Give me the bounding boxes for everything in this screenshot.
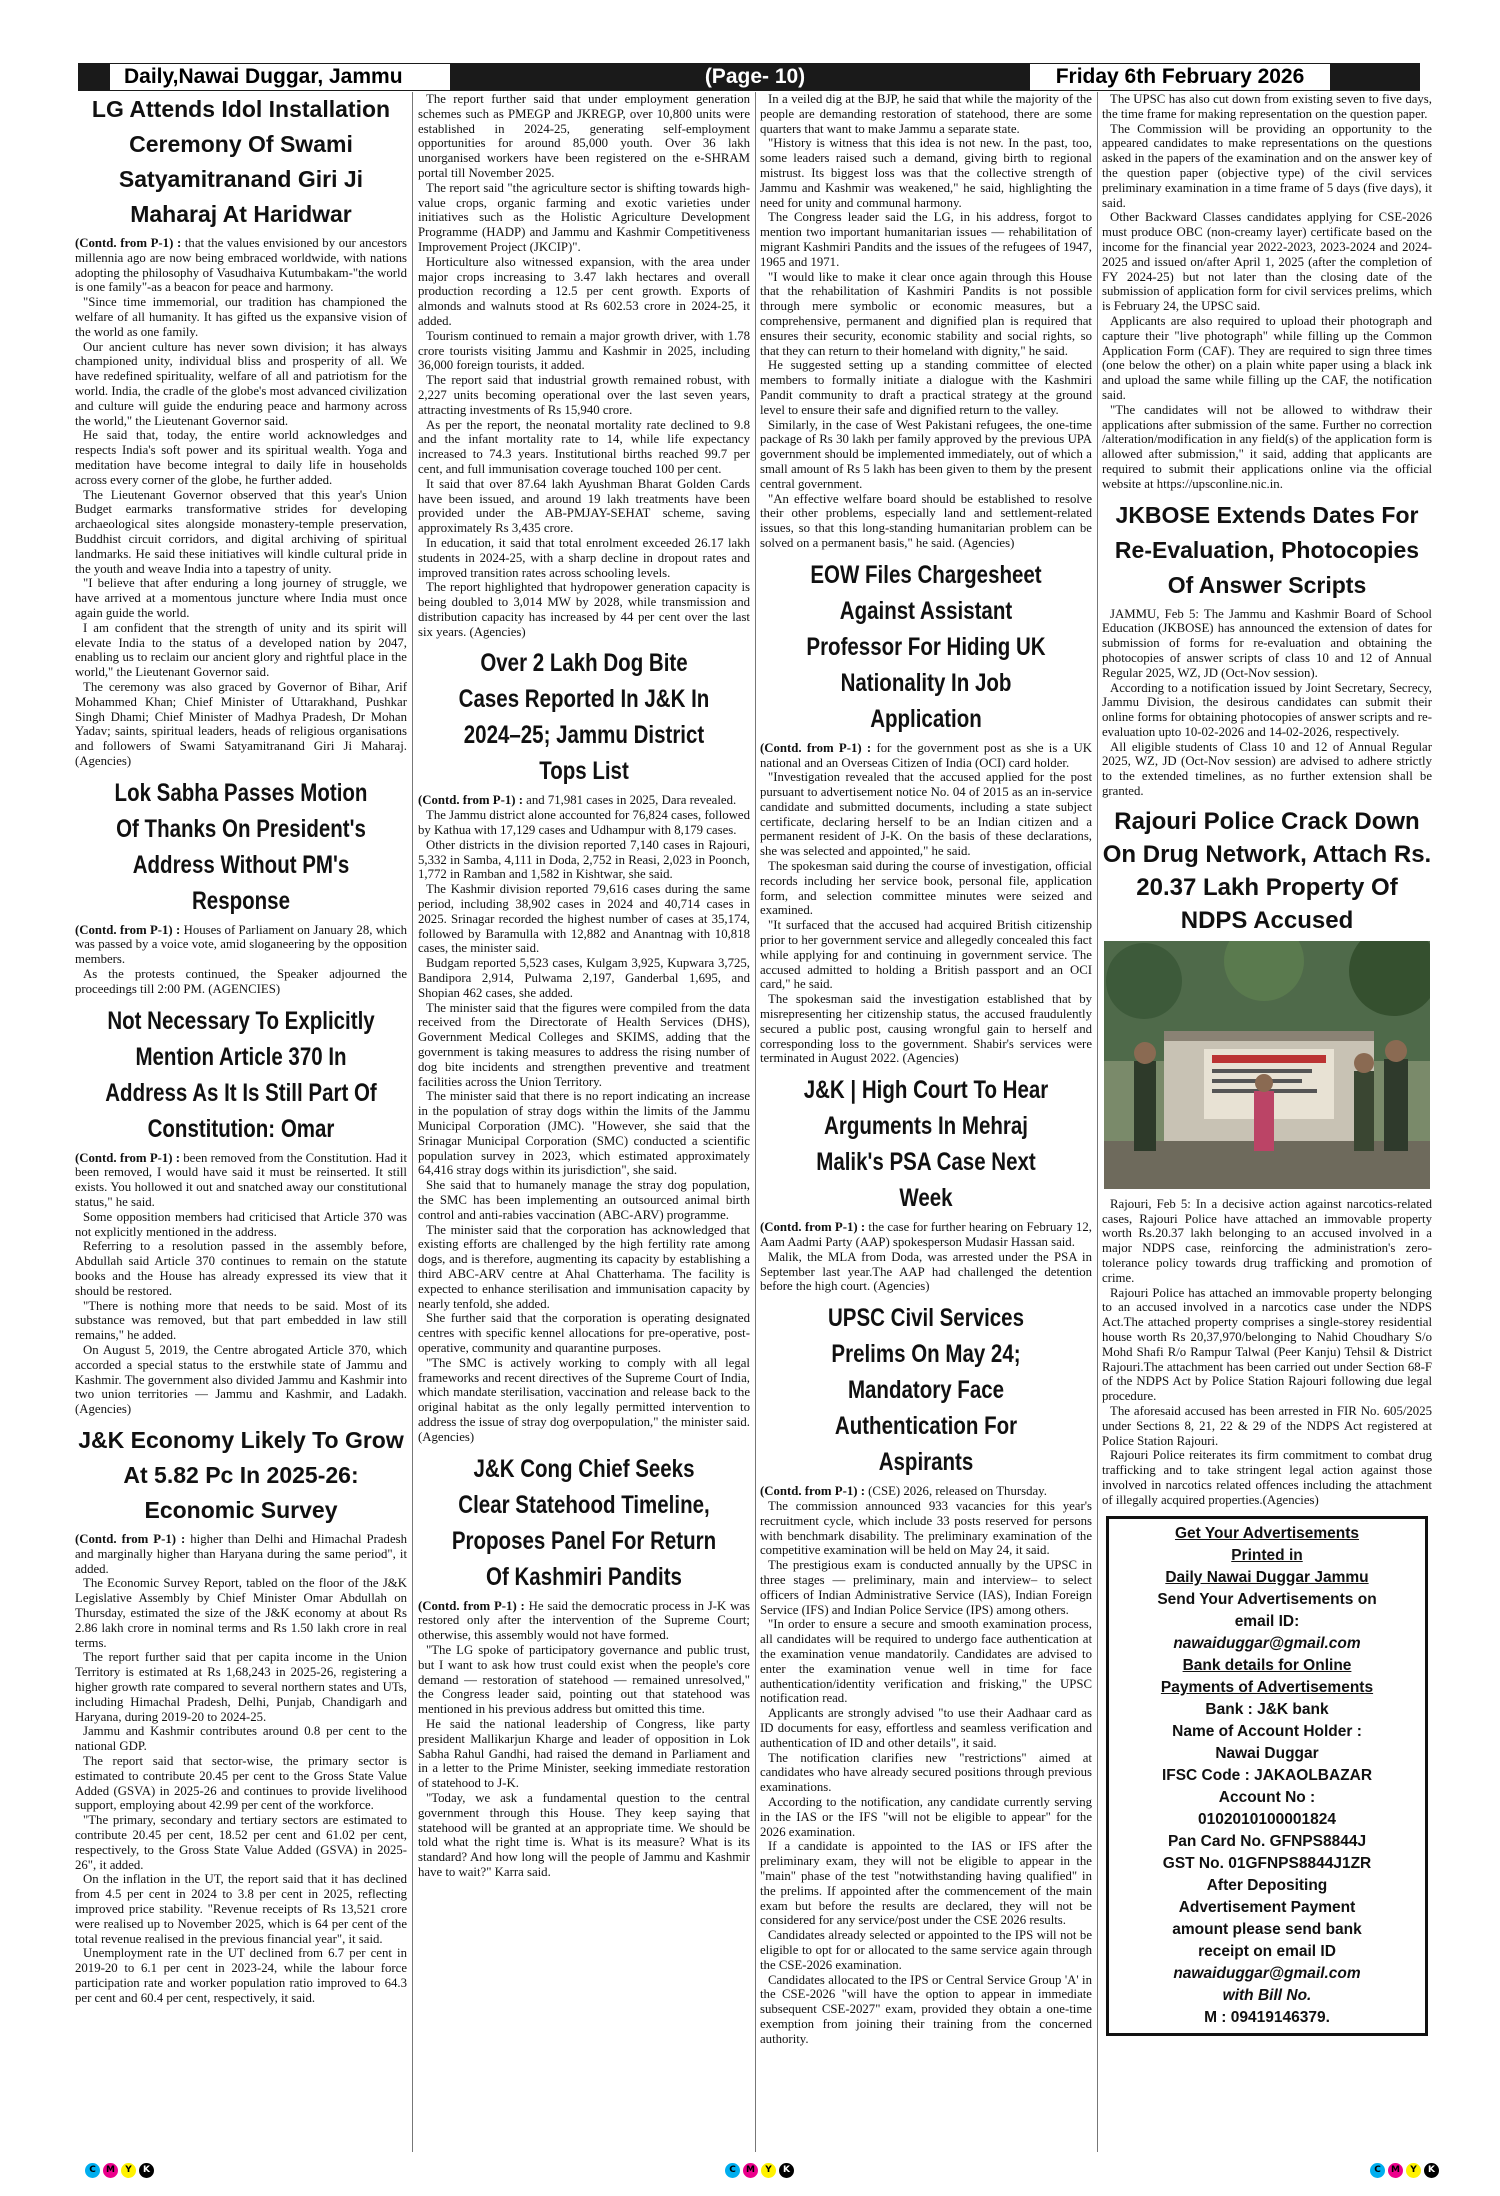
regmark-magenta: M xyxy=(743,2163,758,2178)
paragraph: As per the report, the neonatal mortality rate declined to 9.8 and the infant mortality rate to 14, while life expectancy increased to 74.3 years. Institutional births reached 99.7 per cent, and full immunisation coverage touched 100 per cent. xyxy=(418,417,750,476)
regmark-black: K xyxy=(139,2163,154,2178)
paragraph: The Congress leader said the LG, in his address, forgot to mention two important humanitarian issues — rehabilitation of migrant Kashmiri Pandits and the issues of the refugees of 1947, 1965 and 1971. xyxy=(760,210,1092,269)
header-page-number: (Page- 10) xyxy=(704,65,806,88)
ad-line: Send Your Advertisements on xyxy=(1157,1590,1377,1608)
paragraph: "In order to ensure a secure and smooth examination process, all candidates will be required to undergo face authentication at the examination venue mandatorily. Candidates are advised to enter the examination venue well in time for face authentication/identity verification and frisking," the UPSC notification read. xyxy=(760,1617,1092,1706)
paragraph xyxy=(418,1599,750,1643)
paragraph: Applicants are also required to upload their photograph and capture their "live photograph" while filling up the Common Application Form (CAF). They are required to sign three times (one below the other) on a plain white paper using a black ink and upload the same while filling up the CAF, the notification said. xyxy=(1102,313,1432,402)
paragraph: The minister said that there is no report indicating an increase in the population of stray dogs within the limits of the Jammu Municipal Corporation (JMC). "However, she said that the Srinagar Municipal Corporation (SMC) conducted a scientific population survey in 2023, which estimated approximately 64,416 stray dogs within its jurisdiction", she said. xyxy=(418,1089,750,1178)
paragraph: "History is witness that this idea is not new. In the past, too, some leaders raised such a demand, giving birth to regional mistrust. Its biggest loss was that the collective strength of Jammu and Kashmir was weakened," he said, highlighting the need for unity and communal harmony. xyxy=(760,136,1092,210)
ad-email[interactable]: nawaiduggar@gmail.com xyxy=(1173,1964,1361,1982)
paragraph: The aforesaid accused has been arrested in FIR No. 605/2025 under Sections 8, 21, 22 & 29 of the NDPS Act registered at Police Station Rajouri. xyxy=(1102,1404,1432,1448)
paragraph: "There is nothing more that needs to be said. Most of its substance was removed, but that part embedded in law still remains," he added. xyxy=(75,1298,407,1343)
paragraph: He said that, today, the entire world acknowledges and respects India's soft power and its spiritual wealth. Yoga and meditation have become integral to daily life in households across every corner of the globe, he further added. xyxy=(75,428,407,487)
ad-phone: M : 09419146379. xyxy=(1204,2008,1330,2026)
article-cong-chief xyxy=(418,1451,750,1880)
ad-line: After Depositing xyxy=(1206,1876,1328,1894)
paragraph: "It surfaced that the accused had acquired British citizenship prior to her government service and allegedly concealed this fact while applying for and continuing in government service. The accused admitted to holding a British passport and an OCI card," he said. xyxy=(760,918,1092,992)
paragraph xyxy=(75,236,407,295)
paragraph: Rajouri, Feb 5: In a decisive action against narcotics-related cases, Rajouri Police have attached an immovable property worth Rs.20.37 lakh belonging to an accused involved in a major NDPS case, reinforcing the administration's zero-tolerance policy towards drug trafficking and promotion of crime. xyxy=(1102,1196,1432,1285)
article-article-370 xyxy=(75,1003,407,1417)
column-divider xyxy=(412,92,413,2152)
ad-line: Pan Card No. GFNPS8844J xyxy=(1167,1832,1367,1850)
ad-line: IFSC Code : JAKAOLBAZAR xyxy=(1161,1766,1373,1784)
contd-label: (Contd. from P-1) : xyxy=(75,1532,186,1547)
ad-line: GST No. 01GFNPS8844J1ZR xyxy=(1162,1854,1372,1872)
paragraph: The minister said that the figures were compiled from the data received from the Directorate of Health Services (DHS), Government Medical Colleges and SKIMS, adding that the government is taking measures to address the rising number of dog bite incidents and strengthen preventive and treatment facilities across the Union Territory. xyxy=(418,1000,750,1089)
column-4 xyxy=(1102,92,1432,2157)
paragraph: The minister said that the corporation has acknowledged that existing efforts are challenged by the high fertility rate among dogs, and is therefore, augmenting its capacity by establishing a third ABC-ARV centre at Ahal Chatterhama. The facility is expected to enhance sterilisation and immunisation capacity by nearly tenfold, she added. xyxy=(418,1222,750,1311)
paragraph: The report said that sector-wise, the primary sector is estimated to contribute 20.45 per cent to the Gross State Value Added (GSVA) in 2025-26 and continues to provide livelihood support, employing about 42.99 per cent of the workforce. xyxy=(75,1753,407,1813)
text: that the values envisioned by our ancestors millennia ago are now being embraced worldwide, with nations adopting the philosophy of Vasudhaiva Kutumbakam-"the world is one family"-as a beacon for peace and harmony. xyxy=(75,236,407,295)
paragraph: The UPSC has also cut down from existing seven to five days, the time frame for making representation on the question paper. xyxy=(1102,92,1432,121)
paragraph: JAMMU, Feb 5: The Jammu and Kashmir Board of School Education (JKBOSE) has announced the extension of dates for submission of forms for re-evaluation and obtaining the photocopies of answer scripts of class 10 and 12 of Annual Regular 2025, WZ, JD (Oct-Nov session). xyxy=(1102,606,1432,680)
paragraph: Jammu and Kashmir contributes around 0.8 per cent to the national GDP. xyxy=(75,1724,407,1754)
headline: LG Attends Idol Installation Ceremony Of Swami Satyamitranand Giri Ji Maharaj At Haridwar xyxy=(91,96,391,227)
ad-line: Bank : J&K bank xyxy=(1205,1700,1329,1718)
article-high-court xyxy=(760,1072,1092,1294)
headline: Lok Sabha Passes Motion Of Thanks On President's Address Without PM's Response xyxy=(114,778,368,915)
regmark-magenta: M xyxy=(1388,2163,1403,2178)
regmark-cyan: C xyxy=(85,2163,100,2178)
contd-label: (Contd. from P-1) : xyxy=(75,922,181,937)
paragraph xyxy=(760,1484,1092,1499)
paragraph: The report highlighted that hydropower generation capacity is being doubled to 3,014 MW by 2028, while transmission and distribution capacity has increased by 44 per cent over the last six years. (Agencies) xyxy=(418,580,750,639)
article-lg-idol xyxy=(75,92,407,769)
paragraph: "Today, we ask a fundamental question to the central government through this House. They keep saying that statehood will be granted at an appropriate time. We should be told what the right time is. What is its measure? What is its standard? And how long will the people of Jammu and Kashmir have to wait?" Karra said. xyxy=(418,1790,750,1879)
article-jkbose xyxy=(1102,498,1432,799)
text: He said the democratic process in J-K was restored only after the intervention of the Supreme Court; otherwise, this assembly would not have formed. xyxy=(418,1598,750,1643)
paragraph: Rajouri Police reiterates its firm commitment to combat drug trafficking and to take stringent legal action against those involved in narcotics related offences including the attachment of illegally acquired properties.(Agencies) xyxy=(1102,1448,1432,1507)
paragraph: Applicants are strongly advised "to use their Aadhaar card as ID documents for easy, effortless and seamless verification and authentication of ID and other details", it said. xyxy=(760,1706,1092,1750)
advertisement-box xyxy=(1106,1516,1428,2036)
paragraph xyxy=(760,1220,1092,1250)
headline: JKBOSE Extends Dates For Re-Evaluation, Photocopies Of Answer Scripts xyxy=(1114,501,1420,598)
column-2 xyxy=(418,92,750,2157)
contd-label: (Contd. from P-1) : xyxy=(75,1150,181,1165)
paragraph: The notification clarifies new "restrictions" aimed at candidates who have already secured positions through previous examinations. xyxy=(760,1750,1092,1795)
ad-line: Nawai Duggar xyxy=(1215,1744,1319,1762)
contd-label: (Contd. from P-1) : xyxy=(418,793,523,808)
article-cong-chief-cont xyxy=(760,92,1092,551)
article-jk-economy-cont xyxy=(418,92,750,639)
ad-line: Printed in xyxy=(1231,1546,1303,1564)
paragraph: "Since time immemorial, our tradition has championed the welfare of all humanity. It has gifted us the expansive vision of the world as one family. xyxy=(75,295,407,339)
ad-line: Payments of Advertisements xyxy=(1160,1678,1374,1696)
paragraph: Referring to a resolution passed in the assembly before, Abdullah said Article 370 continues to remain on the statute books and the House has already expressed its view that it should be restored. xyxy=(75,1239,407,1298)
column-1 xyxy=(75,92,407,2157)
paragraph: The Commission will be providing an opportunity to the appeared candidates to make representations on the questions asked in the papers of the examination and on the answer key of the question paper (objective type) of the civil services preliminary examination in a time frame of 5 days (five days), it said. xyxy=(1102,121,1432,210)
regmark-cyan: C xyxy=(1370,2163,1385,2178)
regmark-cyan: C xyxy=(725,2163,740,2178)
ad-line: with Bill No. xyxy=(1222,1986,1312,2004)
contd-label: (Contd. from P-1) : xyxy=(760,1220,866,1235)
paragraph: According to the notification, any candidate currently serving in the IAS or the IFS "will not be eligible to appear" for the 2026 examination. xyxy=(760,1794,1092,1839)
column-divider xyxy=(755,92,756,2152)
ad-line: amount please send bank xyxy=(1172,1920,1362,1938)
paragraph: On the inflation in the UT, the report said that it has declined from 4.5 per cent in 2024 to 3.8 per cent in 2025, reflecting improved price stability. "Revenue receipts of Rs 13,521 crore were realised up to November 2025, which is 64 per cent of the total revenue realised in the previous financial year", it said. xyxy=(75,1872,407,1946)
paragraph: The ceremony was also graced by Governor of Bihar, Arif Mohammed Khan; Chief Minister of Uttarakhand, Pushkar Singh Dhami; Chief Minister of Madhya Pradesh, Dr Mohan Yadav; saints, spiritual leaders, heads of religious organisations and followers of Swami Satyamitranand Giri Ji Maharaj. (Agencies) xyxy=(75,679,407,768)
article-dog-bite xyxy=(418,645,750,1444)
paragraph: He suggested setting up a standing committee of elected members to formally initiate a dialogue with the Kashmiri Pandit community to draft a practical strategy at the ground level to ensure their safe and dignified return to the valley. xyxy=(760,358,1092,417)
paragraph: In a veiled dig at the BJP, he said that while the majority of the people are demanding restoration of statehood, there are some quarters that want to make Jammu a separate state. xyxy=(760,92,1092,136)
headline: Over 2 Lakh Dog Bite Cases Reported In J&K In 2024–25; Jammu District Tops List xyxy=(458,649,710,786)
paragraph: The prestigious exam is conducted annually by the UPSC in three stages — preliminary, main and interview– to select officers of Indian Administrative Service (IAS), Indian Foreign Service (IFS) and Indian Police Service (IPS) among others. xyxy=(760,1558,1092,1617)
paragraph: "The LG spoke of participatory governance and public trust, but I want to ask how trust could exist when the people's core demand — restoration of statehood — remained unresolved," the Congress leader said, pointing out that statehood was mentioned in his previous address but omitted this time. xyxy=(418,1642,750,1717)
paragraph: Other districts in the division reported 7,140 cases in Rajouri, 5,332 in Samba, 4,111 in Doda, 2,752 in Reasi, 2,023 in Poonch, 1,772 in Ramban and 1,582 in Kishtwar, she said. xyxy=(418,837,750,882)
article-upsc-cont xyxy=(1102,92,1432,492)
paragraph: "I believe that after enduring a long journey of struggle, we have arrived at a momentous juncture where India must once again guide the world. xyxy=(75,576,407,620)
paragraph xyxy=(418,793,750,808)
paragraph: "Investigation revealed that the accused applied for the post pursuant to advertisement notice No. 04 of 2015 as an in-service candidate and submitted documents, including a state subject certificate, declaring herself to be an Indian citizen and a permanent resident of J-K. On the basis of these declarations, she was selected and appointed," he said. xyxy=(760,770,1092,859)
paragraph: As the protests continued, the Speaker adjourned the proceedings till 2:00 PM. (AGENCIES) xyxy=(75,967,407,996)
regmark-black: K xyxy=(779,2163,794,2178)
paragraph: Malik, the MLA from Doda, was arrested under the PSA in September last year.The AAP had challenged the detention before the high court. (Agencies) xyxy=(760,1249,1092,1294)
article-lok-sabha xyxy=(75,775,407,997)
article-rajouri-police xyxy=(1102,805,1432,1508)
ad-line: Daily Nawai Duggar Jammu xyxy=(1165,1568,1369,1586)
paragraph: The Economic Survey Report, tabled on the floor of the J&K Legislative Assembly by Chief Minister Omar Abdullah on Thursday, estimated the size of the J&K economy at about Rs 2.86 lakh crore in nominal terms and Rs 1.50 lakh crore in real terms. xyxy=(75,1576,407,1650)
column-divider xyxy=(1097,92,1098,2152)
paragraph: The commission announced 933 vacancies for this year's recruitment cycle, which include 33 posts reserved for persons with benchmark disability. The preliminary examination of the competitive examination will be held on May 24, it said. xyxy=(760,1499,1092,1558)
regmark-black: K xyxy=(1424,2163,1439,2178)
regmark-yellow: Y xyxy=(121,2163,136,2178)
header-date: Friday 6th February 2026 xyxy=(1030,64,1330,90)
paragraph xyxy=(75,1532,407,1576)
paragraph: The spokesman said the investigation established that by misrepresenting her citizenship status, the accused fraudulently secured a public post, causing wrongful gain to herself and corresponding loss to the government. Shabir's services were terminated in August 2022. (Agencies) xyxy=(760,992,1092,1066)
paragraph: The report further said that under employment generation schemes such as PMEGP and JKREGP, over 10,800 units were established in 2024-25, generating self-employment opportunities for around 85,000 youth. Over 36 lakh unorganised workers have been registered on the e-SHRAM portal till November 2025. xyxy=(418,92,750,180)
regmark-yellow: Y xyxy=(1406,2163,1421,2178)
headline: UPSC Civil Services Prelims On May 24; Mandatory Face Authentication For Aspirants xyxy=(827,1304,1024,1477)
paragraph: Tourism continued to remain a major growth driver, with 1.78 crore tourists visiting Jammu and Kashmir in 2025, including 36,000 foreign tourists, it added. xyxy=(418,328,750,373)
ad-line: receipt on email ID xyxy=(1198,1942,1336,1960)
paragraph: I am confident that the strength of unity and its spirit will elevate India to the status of a developed nation by 2047, enabling us to reclaim our ancient glory and rightful place in the world," the Lieutenant Governor said. xyxy=(75,620,407,680)
ad-line: Get Your Advertisements xyxy=(1174,1524,1360,1542)
paragraph: "The candidates will not be allowed to withdraw their applications after submission of the same. Further no correction /alteration/modification in any field(s) of the application form is allowed after submission," it said, adding that applicants are required to submit their applications online via the official website at https://upsconline.nic.in. xyxy=(1102,402,1432,491)
paragraph: The Kashmir division reported 79,616 cases during the same period, including 38,902 cases in 2024 and 40,714 cases in 2025. Srinagar recorded the highest number of cases at 35,174, followed by Baramulla with 12,882 and Anantnag with 10,818 cases, the minister said. xyxy=(418,882,750,956)
article-upsc xyxy=(760,1300,1092,2046)
paragraph: The spokesman said during the course of investigation, official records including her service book, personal file, application form, and selection committee minutes were seized and examined. xyxy=(760,859,1092,918)
paragraph: All eligible students of Class 10 and 12 of Annual Regular 2025, WZ, JD (Oct-Nov session) are advised to adhere strictly to the extended timelines, as no further extension shall be granted. xyxy=(1102,739,1432,799)
article-jk-economy xyxy=(75,1423,407,2006)
news-photo xyxy=(1104,941,1430,1189)
regmark-magenta: M xyxy=(103,2163,118,2178)
headline: Not Necessary To Explicitly Mention Article 370 In Address As It Is Still Part Of Constitution: Omar xyxy=(105,1006,377,1143)
paragraph: Rajouri Police has attached an immovable property belonging to an accused involved in a narcotics case under the NDPS Act.The attached property comprises a single-storey residential house worth Rs 20,37,970/belonging to Nahid Choudhary S/o Mohd Shafi R/o Rampur Talwal (Peer Kanju) Tehsil & District Rajouri.The attachment has been carried out under Section 68-F of the NDPS Act by Police Station Rajouri following due legal procedure. xyxy=(1102,1285,1432,1404)
regmark-yellow: Y xyxy=(761,2163,776,2178)
paragraph: The report further said that per capita income in the Union Territory is estimated at Rs 1,68,243 in 2025-26, registering a higher growth rate compared to several northern states and UTs, including Himachal Pradesh, Delhi, Punjab, Chandigarh and Haryana, during 2019-20 to 2024-25. xyxy=(75,1650,407,1724)
paragraph: The Lieutenant Governor observed that this year's Union Budget earmarks transformative strides for developing archaeological sites alongside monastery-temple preservation, Buddhist circuit corridors, and digital archiving of spiritual landmarks. He said these initiatives will kindle cultural pride in the youth and weave India into a tapestry of unity. xyxy=(75,487,407,576)
contd-label: (Contd. from P-1) : xyxy=(760,740,872,755)
paragraph: Budgam reported 5,523 cases, Kulgam 3,925, Kupwara 3,725, Bandipora 2,914, Pulwama 2,197, Ganderbal 1,695, and Shopian 462 cases, she added. xyxy=(418,956,750,1000)
ad-line: Advertisement Payment xyxy=(1178,1898,1356,1916)
ad-email[interactable]: nawaiduggar@gmail.com xyxy=(1173,1634,1361,1652)
article-eow-chargesheet xyxy=(760,557,1092,1067)
text: (CSE) 2026, released on Thursday. xyxy=(868,1484,1047,1499)
paragraph xyxy=(75,923,407,967)
ad-line: Name of Account Holder : xyxy=(1172,1722,1362,1740)
paragraph: It said that over 87.64 lakh Ayushman Bharat Golden Cards have been issued, and around 19 lakh treatments have been provided under the AB-PMJAY-SEHAT scheme, saving approximately Rs 3,435 crore. xyxy=(418,476,750,536)
headline: Rajouri Police Crack Down On Drug Network, Attach Rs. 20.37 Lakh Property Of NDPS Accused xyxy=(1102,807,1432,934)
paragraph: According to a notification issued by Joint Secretary, Secrecy, Jammu Division, the desirous candidates can submit their online forms for obtaining photocopies of answer scripts and re-evaluation upto 10-02-2026 and 14-02-2026, respectively. xyxy=(1102,680,1432,739)
paragraph: "An effective welfare board should be established to resolve their other problems, especially land and settlement-related issues, so that this long-standing humanitarian problem can be solved on a permanent basis," he said. (Agencies) xyxy=(760,491,1092,550)
paragraph: On August 5, 2019, the Centre abrogated Article 370, which accorded a special status to the erstwhile state of Jammu and Kashmir. The government also divided Jammu and Kashmir into two union territories — Jammu and Kashmir, and Ladakh. (Agencies) xyxy=(75,1343,407,1417)
paragraph: If a candidate is appointed to the IAS or IFS after the preliminary exam, they will not be eligible to appear in the "main" phase of the test "notwithstanding having qualified" in the prelims. If appointed after the commencement of the main exam but before the results are declared, they will not be considered for any service/post under the CSE 2026 results. xyxy=(760,1839,1092,1928)
paragraph: Similarly, in the case of West Pakistani refugees, the one-time package of Rs 30 lakh per family approved by the previous UPA government should be implemented immediately, out of which a small amount of Rs 5 lakh has been given to them by the present central government. xyxy=(760,417,1092,491)
headline: J&K Cong Chief Seeks Clear Statehood Timeline, Proposes Panel For Return Of Kashmiri Pandits xyxy=(451,1454,717,1591)
text: and 71,981 cases in 2025, Dara revealed. xyxy=(526,793,737,808)
contd-label: (Contd. from P-1) : xyxy=(418,1598,525,1613)
paragraph: Horticulture also witnessed expansion, with the area under major crops increasing to 3.47 lakh hectares and overall production recording a 12.5 per cent growth. Exports of almonds and walnuts stood at Rs 602.53 crore in 2024-25, it added. xyxy=(418,254,750,328)
paragraph: "The SMC is actively working to comply with all legal frameworks and recent directives of the Supreme Court of India, which mandate sterilisation, vaccination and release back to the original habitat as the only legally permitted intervention to address the issue of stray dog overpopulation," the minister said. (Agencies) xyxy=(418,1355,750,1444)
headline: EOW Files Chargesheet Against Assistant Professor For Hiding UK Nationality In Job Application xyxy=(806,560,1046,733)
paragraph: "I would like to make it clear once again through this House that the rehabilitation of Kashmiri Pandits is not possible through mere symbolic or economic measures, but a comprehensive, permanent and dignified plan is required that ensures their security, economic stability and social rights, so that they can return to their homeland with dignity," he said. xyxy=(760,269,1092,358)
paragraph: "The primary, secondary and tertiary sectors are estimated to contribute 20.45 per cent, 18.52 per cent and 61.02 per cent, respectively, to the Gross State Value Added (GSVA) in 2025-26", it added. xyxy=(75,1813,407,1872)
paragraph: Candidates allocated to the IPS or Central Service Group 'A' in the CSE-2026 "will have the option to appear in immediate subsequent CSE-2027" exam, provided they obtain a one-time exemption from joining their training from the concerned authority. xyxy=(760,1972,1092,2046)
column-3 xyxy=(760,92,1092,2157)
ad-line: Account No : xyxy=(1218,1788,1316,1806)
text: been removed from the Constitution. Had it been removed, I would have said it must be reinserted. It still exists. You hollowed it out and snatched away our constitutional status," he said. xyxy=(75,1150,407,1210)
paragraph: Our ancient culture has never sown division; it has always championed unity, individual bliss and prosperity of all. We have redefined spirituality, welfare of all and patriotism for the world. India, the cradle of the globe's most advanced civilization and culture will guide the enduring peace and harmony across the world," the Lieutenant Governor said. xyxy=(75,339,407,428)
paragraph: He said the national leadership of Congress, like party president Mallikarjun Kharge and leader of opposition in Lok Sabha Rahul Gandhi, had raised the demand in Parliament and in a letter to the Prime Minister, seeking immediate restoration of statehood to J-K. xyxy=(418,1716,750,1791)
paragraph: Candidates already selected or appointed to the IPS will not be eligible to opt for or allocated to the same service again through the CSE-2026 examination. xyxy=(760,1928,1092,1972)
headline: J&K Economy Likely To Grow At 5.82 Pc In 2025-26: Economic Survey xyxy=(78,1427,404,1524)
contd-label: (Contd. from P-1) : xyxy=(75,236,182,250)
paragraph: The report said that industrial growth remained robust, with 2,227 units becoming operational over the last seven years, attracting investments of Rs 15,940 crore. xyxy=(418,373,750,417)
paragraph: The Jammu district alone accounted for 76,824 cases, followed by Kathua with 17,129 cases and Udhampur with 8,179 cases. xyxy=(418,808,750,838)
paragraph: Some opposition members had criticised that Article 370 was not explicitly mentioned in the address. xyxy=(75,1209,407,1239)
paragraph: Other Backward Classes candidates applying for CSE-2026 must produce OBC (non-creamy layer) certificate based on the income for the financial year 2022-2023, 2023-2024 and 2024-2025 and issued on/after April 1, 2025 (after the completion of FY 2024-25) but not later than the closing date of the submission of application form for civil services prelims, which is February 24, the UPSC said. xyxy=(1102,210,1432,314)
ad-line: 0102010100001824 xyxy=(1198,1810,1336,1828)
paragraph: The report said "the agriculture sector is shifting towards high-value crops, organic farming and exotic varieties under initiatives such as the Holistic Agriculture Development Programme (HADP) and Jammu and Kashmir Competitiveness Improvement Project (JKCIP)". xyxy=(418,180,750,254)
paragraph xyxy=(760,741,1092,771)
ad-line: Bank details for Online xyxy=(1182,1656,1352,1674)
paragraph: She further said that the corporation is operating designated centres with specific kennel allocations for pre-operative, post-operative, community and quarantine purposes. xyxy=(418,1311,750,1355)
contd-label: (Contd. from P-1) : xyxy=(760,1484,865,1499)
paragraph: Unemployment rate in the UT declined from 6.7 per cent in 2019-20 to 6.1 per cent in 2023-24, while the labour force participation rate and worker population ratio improved to 64.3 per cent and 60.4 per cent, respectively, it said. xyxy=(75,1946,407,2005)
header-paper-name: Daily,Nawai Duggar, Jammu xyxy=(110,64,450,90)
headline: J&K | High Court To Hear Arguments In Mehraj Malik's PSA Case Next Week xyxy=(803,1076,1049,1213)
text: higher than Delhi and Himachal Pradesh and marginally higher than Haryana during the same period", it added. xyxy=(75,1532,407,1576)
text: Houses of Parliament on January 28, which was passed by a voice vote, amid sloganeering by the opposition members. xyxy=(75,922,407,967)
paragraph: In education, it said that total enrolment exceeded 26.17 lakh students in 2024-25, with a sharp decline in dropout rates and improved transition rates across schooling levels. xyxy=(418,535,750,580)
text: for the government post as she is a UK national and an Overseas Citizen of India (OCI) card holder. xyxy=(760,740,1092,770)
text: the case for further hearing on February 12, Aam Aadmi Party (AAP) spokesperson Mudasir Hassan said. xyxy=(760,1220,1092,1250)
paragraph: She said that to humanely manage the stray dog population, the SMC has been implementing an outsourced animal birth control and anti-rabies vaccination (ABC-ARV) programme. xyxy=(418,1178,750,1222)
paragraph xyxy=(75,1151,407,1210)
ad-line: email ID: xyxy=(1234,1612,1300,1630)
